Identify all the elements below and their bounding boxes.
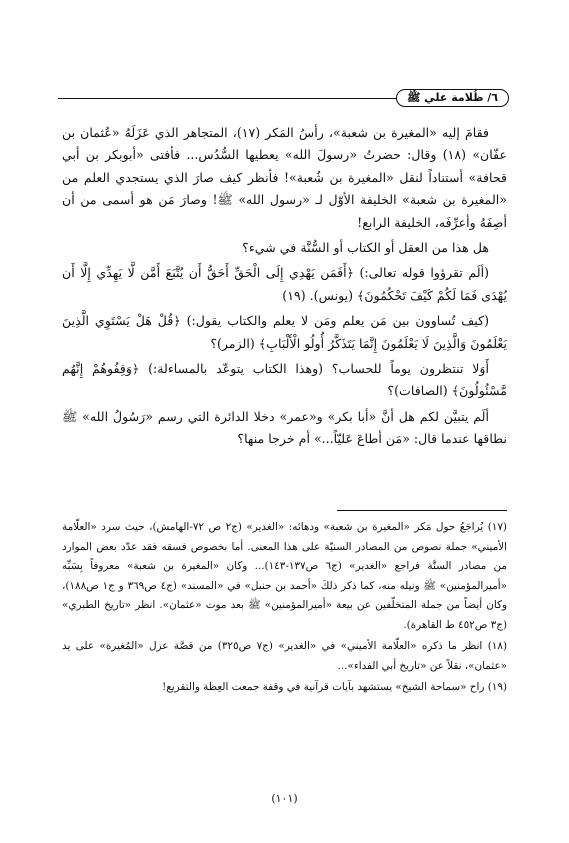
footnote: (١٨) انظر ما ذكره «العلّامة الأميني» في «الغدير» (ج٧ ص٣٢٥) من قصَّة عزل «المُغيرة» على يد «عثمان»، نقلاً عن «تاريخ أبي الفداء»... [62, 640, 507, 672]
paragraph: أَوَلا تنتظرون يوماً للحساب؟ (وهذا الكتاب يتوعّد بالمساءلة:) ﴿وَقِفُوهُمْ إِنَّهُم مَّسْئُولُونَ﴾ (الصافات)؟ [62, 361, 507, 399]
paragraph: فقامَ إليه «المغيرة بن شعبة»، رأسُ المَكر (١٧)، المتجاهر الذي عَزَلَهُ «عُثمان بن عفّان» (١٨) وقال: حضرتُ «رسولَ الله» يعطيها السُّدُس... فأفتى «أبوبكر بن أبي قحافة» أستناداً لنقل «المغيرة بن شُعبة»! فأنظر كيف صارَ الذي يستجدي العلم من «المغيرة بن شعبة» الخليفة الأوّل لـ «رسول الله» ﷺ! وصارَ مَن هو أسمى من أن أصِفَهُ وأعرِّفَه، الخليفة الرابع! [62, 125, 508, 230]
header-title: ٦/ ظُلامة علي ﷺ [396, 89, 509, 107]
footnote: (١٩) راح «سماحة الشيخ» يستشهد بآيات قرآنية في وقفة جمعت العِظة والتقريع! [162, 681, 507, 693]
paragraph: (ألَم تقرؤوا قوله تعالى:) ﴿أَفَمَن يَهْدِي إِلَى الْحَقِّ أَحَقُّ أَن يُتَّبَعَ أَمَّن لَّا يَهِدِّي إِلَّا أَن يُهْدَى فَمَا لَكُمْ كَيْفَ تَحْكُمُونَ﴾ (يونس). (١٩) [62, 265, 507, 303]
footnote-separator [337, 510, 507, 511]
footnote: (١٧) يُراجَعُ حول مَكر «المغيرة بن شعبة» ودهائه: «الغدير» (ج٢ ص ٧٢-الهامش)، حيث سرد «العلّامة الأميني» جملة نصوص من المصادر السنيّة على هذا المعنى. أما بخصوص فسقه فقد عدّد بعض الموارد من مصادر السنَّة فراجع «الغدير» (ج٦ ص١٣٧-١٤٣)... وكان «المغيرة بن شعبة» معروفاً بِسَبِّه «أميرالمؤمنين» ﷺ ونيله منه، كما ذكر ذلكَ «أحمد بن حنبل» في «المسند» (ج٤ ص٣٦٩ و ج١ ص١٨٨)، وكان أيضاً من جملة المتخلّفين عن بيعة «أميرالمؤمنين» ﷺ بعد موت «عثمان». انظر «تاريخ الطبري» (ج٣ ص٤٥٢ ط القاهرة). [62, 521, 507, 631]
paragraph: ألَم يتبيَّن لكم هل أنَّ «أبا بكر» و«عمر» دخلا الدائرة التي رسم «رَسُولُ الله» ﷺ نطاقها عندما قال: «مَن أطاعَ عَليّاً...» أم خرجا منها؟ [62, 408, 507, 447]
page-number: (١٠١) [271, 792, 298, 805]
footnotes [62, 518, 507, 700]
paragraph: (كيف تُساوون بين مَن يعلم ومَن لا يعلم والكتاب يقول:) ﴿قُلْ هَلْ يَسْتَوِي الَّذِينَ يَعْلَمُونَ وَالَّذِينَ لَا يَعْلَمُونَ إِنَّمَا يَتَذَكَّرُ أُولُو الْأَلْبَابِ﴾ (الزمر)؟ [62, 313, 507, 351]
main-text [62, 122, 507, 454]
running-header [58, 92, 509, 106]
paragraph: هل هذا من العقل أو الكتاب أو السُّنَّة في شيء؟ [242, 240, 489, 256]
